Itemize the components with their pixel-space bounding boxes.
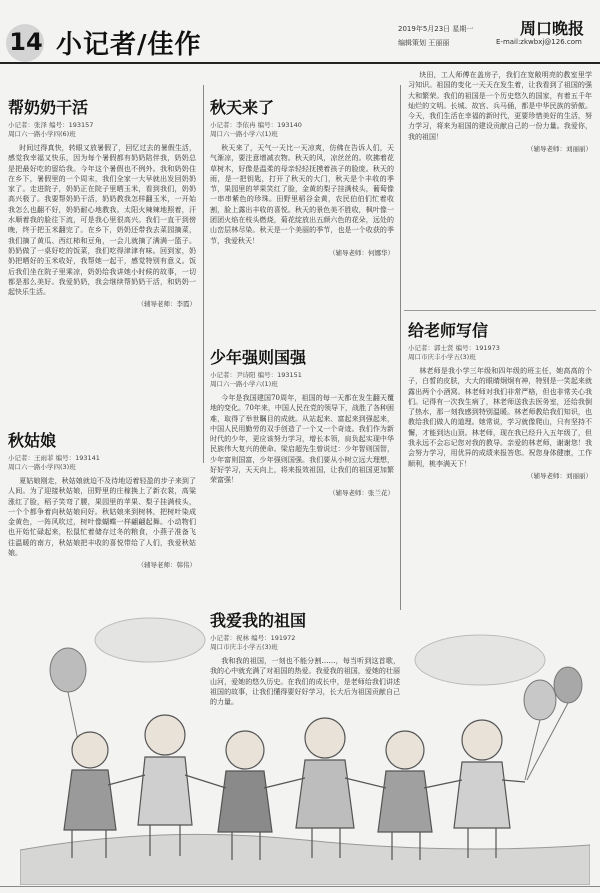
page-header — [0, 0, 600, 70]
article-title: 秋姑娘 — [8, 431, 57, 450]
article-body: 秋天来了，天气一天比一天凉爽，仿佛在告诉人们，天气渐凉，要注意增减衣物。秋天的风，凉丝丝的。吹拂着花草树木，好像是温柔的母亲轻轻抚摸着孩子的脸庞。秋天的雨，是一把钥匙，打开了秋天的大门，秋天是个丰收的季节，果园里的苹果笑红了脸，金黄的梨子挂满枝头，葡萄像一串串紫色的珍珠。田野里稻谷金黄，农民伯伯们忙着收割，脸上露出丰收的喜悦。秋天的景色美不胜收，枫叶像一团团火焰在枝头燃烧，菊花绽放出五颜六色的花朵，远处的山峦层林尽染。秋天是一个美丽的季节，也是一个收获的季节，我爱秋天！ — [210, 144, 394, 245]
article-body: 块田，工人师傅在盖房子，我们在宽敞明亮的教室里学习知识。祖国的变化一天天在发生着，让我看到了祖国的强大和繁荣。我们的祖国是一个历史悠久的国家，有着五千年灿烂的文明。长城、故宫、兵马俑，都是中华民族的骄傲。今天，我们生活在幸福的新时代，更要珍惜美好的生活，努力学习，将来为祖国的建设贡献自己的一份力量。我爱你，我的祖国！ — [408, 71, 592, 141]
article-author: 小记者：祝林 编号：191972 — [210, 634, 296, 642]
article-author: 小记者：郭士贤 编号：191973 — [408, 344, 500, 352]
article-guide: （辅导老师：韩伟） — [137, 561, 196, 570]
article-guide: （辅导老师：李霞） — [137, 300, 196, 309]
article-autumn-came — [210, 95, 394, 323]
children-illustration — [20, 600, 590, 885]
article-author: 小记者：尹诗阳 编号：193151 — [210, 371, 302, 379]
article-school: 周口六一路小学六(1)班 — [210, 130, 278, 138]
header-rule — [0, 62, 600, 64]
article-guide: （辅导老师：刘丽丽） — [527, 145, 592, 154]
article-title: 少年强则国强 — [210, 348, 307, 367]
article-body: 我和我的祖国，一刻也不能分割……，每当听到这首歌，我的心中就充满了对祖国的热爱。我爱我的祖国，爱她的壮丽山河，爱她的悠久历史。在我们的成长中，是老师给我们讲述祖国的故事，让我们懂得要好好学习，长大后为祖国贡献自己的力量。 — [210, 657, 400, 707]
article-letter-to-teacher — [408, 318, 592, 616]
article-school: 周口六一路小学六(1)班 — [210, 380, 278, 388]
issue-date: 2019年5月23日 星期一 — [398, 25, 474, 33]
article-guide: （辅导老师：刘丽丽） — [527, 471, 592, 480]
editor-credit: 编辑策划 王丽丽 — [398, 39, 450, 47]
article-school: 周口六一路小学四(3)班 — [8, 463, 76, 471]
child-figure — [296, 718, 354, 858]
child-figure — [454, 720, 510, 858]
article-body: 今年是我国建国70周年，祖国的每一天都在发生翻天覆地的变化。70年来，中国人民在党的领导下，战胜了各种困难，取得了举世瞩目的成就。从站起来、富起来到强起来，中国人民用勤劳的双手创造了一个又一个奇迹。我们作为新时代的少年，更应该努力学习，增长本领，肩负起实现中华民族伟大复兴的使命。梁启超先生曾说过：少年智则国智，少年富则国富，少年强则国强。我们要从小树立远大理想，好好学习，天天向上，将来报效祖国，让我们的祖国更加繁荣富强！ — [210, 394, 394, 485]
article-author: 小记者：张泽 编号：193157 — [8, 121, 94, 129]
article-autumn-girl — [8, 428, 196, 594]
footer-rule — [0, 886, 600, 887]
child-figure — [378, 731, 432, 860]
article-title: 秋天来了 — [210, 98, 275, 117]
column-divider — [203, 85, 204, 463]
article-continuation — [408, 70, 592, 306]
article-body: 时间过得真快，转眼又放暑假了，回忆过去的暑假生活，感觉我幸福又快乐，因为每个暑假都有奶奶陪伴我，奶奶总是把最好吃的留给我。今年这个暑假也不例外。我和奶奶住在乡下，暑假里的一个周末，我们全家一大早就出发回奶奶家了。走进院子，奶奶正在院子里晒玉米，看到我们，奶奶高兴极了。我要帮奶奶干活，奶奶教我怎样翻玉米，一开始我怎么也翻不好，奶奶耐心地教我。太阳火辣辣地照着，汗水顺着我的脸往下流，可是我心里很高兴。我们一直干到傍晚，终于把玉米翻完了。在乡下，奶奶还带我去菜园摘菜，我们摘了黄瓜、西红柿和豆角，一会儿就摘了满满一篮子。奶奶做了一桌好吃的饭菜，我们吃得津津有味。回到家，奶奶把晒好的玉米收好，我帮她一起干，感觉特别有意义。饭后我们坐在院子里乘凉，奶奶给我讲她小时候的故事，一切都是那么美好。我爱奶奶，我会继续帮奶奶干活，和奶奶一起快乐生活。 — [8, 144, 196, 297]
article-title: 帮奶奶干活 — [8, 98, 89, 117]
article-title: 我爱我的祖国 — [210, 611, 307, 630]
article-author: 小记者：王雨菲 编号：193141 — [8, 454, 100, 462]
newspaper-name: 周口晚报 — [520, 19, 585, 38]
divider — [404, 310, 596, 311]
column-divider — [400, 85, 401, 610]
article-guide: （辅导老师：张兰花） — [329, 488, 394, 497]
article-author: 小记者：李依冉 编号：193140 — [210, 121, 302, 129]
page-number: 14 — [6, 22, 46, 62]
article-school: 周口市庆丰小学五(3)班 — [408, 353, 476, 361]
contact-email[interactable]: E-mail:zkwbxj@126.com — [496, 38, 582, 46]
article-strong-youth — [210, 345, 394, 605]
article-school: 周口市庆丰小学五(3)班 — [210, 643, 278, 651]
article-body: 林老师是我小学三年级和四年级的班主任，她高高的个子，白皙的皮肤，大大的眼睛炯炯有神，特别是一笑起来就露出两个小酒窝。林老师对我们非常严格，但也非常关心我们。记得有一次我生病了，林老师送我去医务室，还给我倒了热水，那一刻我感到特别温暖。林老师教给我们知识，也教给我们做人的道理。她常说，学习就像爬山，只有坚持不懈，才能到达山顶。林老师，现在我已经升入五年级了，但我永远不会忘记您对我的教导。亲爱的林老师，谢谢您！我会努力学习，用优异的成绩来报答您。祝您身体健康，工作顺利，桃李满天下！ — [408, 367, 592, 468]
article-title: 给老师写信 — [408, 321, 489, 340]
article-guide: （辅导老师：何娜华） — [329, 248, 394, 257]
article-help-grandma — [8, 95, 196, 377]
article-body: 夏姑娘刚走，秋姑娘就迫不及待地迈着轻盈的步子来到了人间。为了迎接秋姑娘，田野里的庄稼换上了新衣裳，高粱涨红了脸，稻子笑弯了腰，果园里的苹果、梨子挂满枝头，一个个都争着向秋姑娘问好。秋姑娘来到树林，把树叶染成金黄色，一阵风吹过，树叶像蝴蝶一样翩翩起舞。小动物们也开始忙碌起来，松鼠忙着储存过冬的粮食，小燕子准备飞往温暖的南方，秋姑娘把丰收的喜悦带给了人们，我爱秋姑娘。 — [8, 477, 196, 558]
article-school: 周口六一路小学四(6)班 — [8, 130, 76, 138]
section-title: 小记者/佳作 — [56, 30, 202, 60]
